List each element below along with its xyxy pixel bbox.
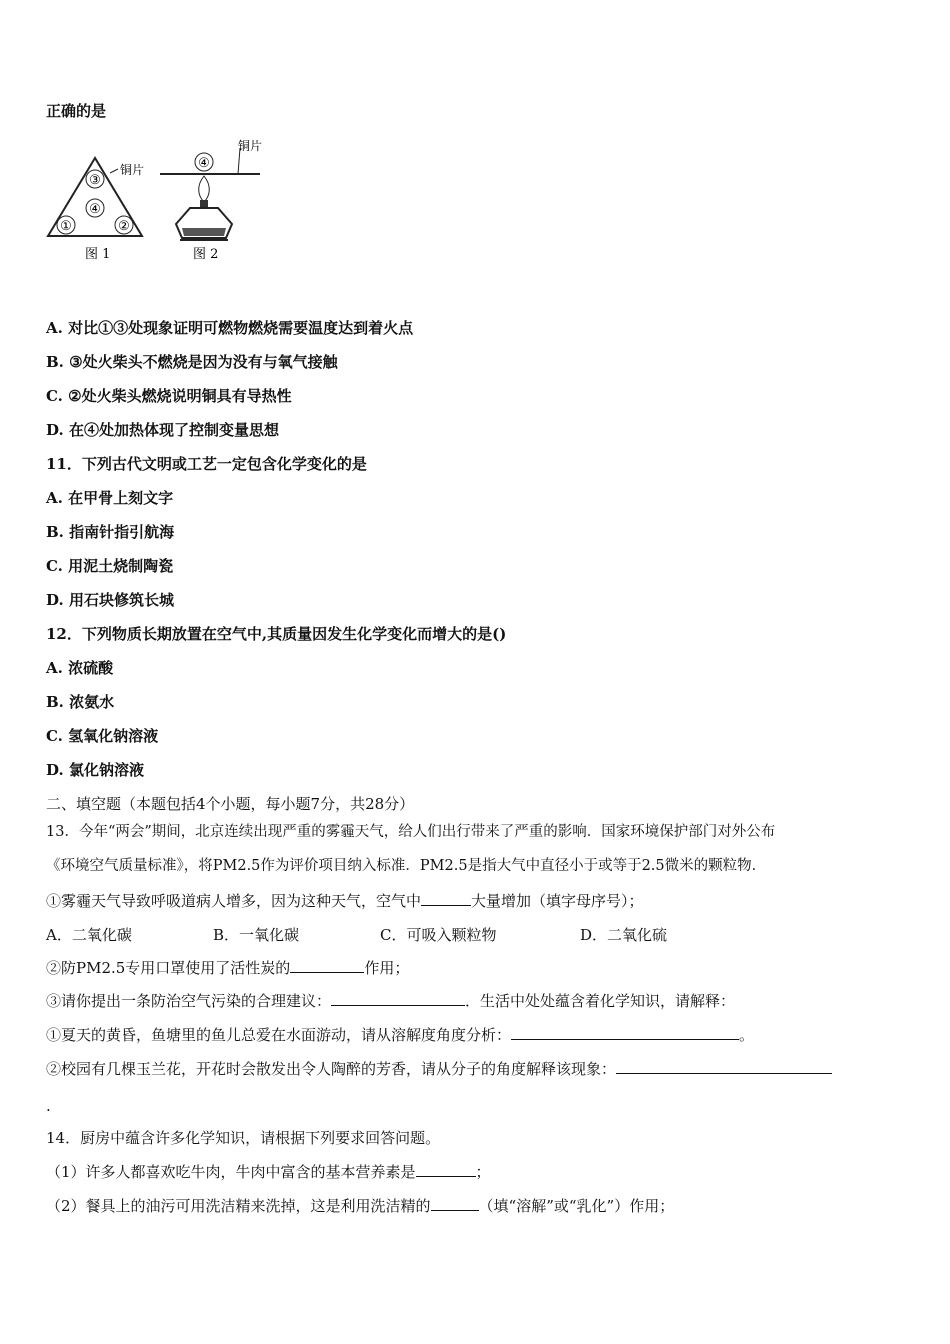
q11-option-b: B. 指南针指引航海 xyxy=(46,523,175,541)
fig1-copper-label: 铜片 xyxy=(120,163,145,177)
fig1-mark-4: ④ xyxy=(89,202,101,217)
fig1-mark-3: ③ xyxy=(89,173,101,188)
fig1-mark-2: ② xyxy=(118,219,130,234)
q10-option-a: A. 对比①③处现象证明可燃物燃烧需要温度达到着火点 xyxy=(46,319,414,337)
q13-stem-line2: 《环境空气质量标准》，将PM2.5作为评价项目纳入标准．PM2.5是指大气中直径小于或等于2.5微米的颗粒物． xyxy=(46,858,767,874)
q13-choice-d: D．二氧化硫 xyxy=(580,926,668,944)
intro-text: 正确的是 xyxy=(46,102,107,120)
fig2-mark-4: ④ xyxy=(198,156,210,171)
q12-option-c: C. 氢氧化钠溶液 xyxy=(46,727,159,745)
q13-sub1-blank[interactable] xyxy=(421,891,471,906)
experiment-figure xyxy=(40,136,280,266)
q11-option-a: A. 在甲骨上刻文字 xyxy=(46,489,174,507)
q13-sub4: ①夏天的黄昏，鱼塘里的鱼儿总爱在水面游动，请从溶解度角度分析： 。 xyxy=(46,1026,755,1044)
q12-stem: 12．下列物质长期放置在空气中,其质量因发生化学变化而增大的是() xyxy=(46,625,507,643)
q10-option-d: D. 在④处加热体现了控制变量思想 xyxy=(46,421,279,439)
q11-stem: 11．下列古代文明或工艺一定包含化学变化的是 xyxy=(46,455,367,473)
q13-stem-line1: 13．今年“两会”期间，北京连续出现严重的雾霾天气，给人们出行带来了严重的影响．国家环境保护部门对外公布 xyxy=(46,824,776,840)
q13-choice-b: B．一氧化碳 xyxy=(213,926,300,944)
q10-option-b: B. ③处火柴头不燃烧是因为没有与氧气接触 xyxy=(46,353,338,371)
q12-option-a: A. 浓硫酸 xyxy=(46,659,114,677)
fig1-caption: 图 1 xyxy=(85,247,111,262)
q13-choice-a: A．二氧化碳 xyxy=(46,926,132,944)
fig2-caption: 图 2 xyxy=(193,247,219,262)
q13-sub2-blank[interactable] xyxy=(290,958,364,973)
q14-sub1-blank[interactable] xyxy=(416,1162,476,1177)
q12-option-d: D. 氯化钠溶液 xyxy=(46,761,144,779)
q13-sub5-end: . xyxy=(46,1097,51,1115)
fig2-flame xyxy=(199,176,210,202)
q13-choice-c: C．可吸入颗粒物 xyxy=(380,926,497,944)
q12-option-b: B. 浓氨水 xyxy=(46,693,115,711)
q13-sub2: ②防PM2.5专用口罩使用了活性炭的 作用； xyxy=(46,959,410,977)
q13-sub4-blank[interactable] xyxy=(511,1025,739,1040)
q13-sub1: ①雾霾天气导致呼吸道病人增多，因为这种天气，空气中 大量增加（填字母序号）； xyxy=(46,892,644,910)
q10-option-c: C. ②处火柴头燃烧说明铜具有导热性 xyxy=(46,387,292,405)
fig2-copper-label: 铜片 xyxy=(238,139,263,153)
q11-option-c: C. 用泥土烧制陶瓷 xyxy=(46,557,174,575)
fig1-mark-1: ① xyxy=(60,219,72,234)
q14-sub2: （2）餐具上的油污可用洗洁精来洗掉，这是利用洗洁精的 （填“溶解”或“乳化”）作用； xyxy=(46,1197,675,1215)
q13-sub5: ②校园有几棵玉兰花，开花时会散发出令人陶醉的芳香，请从分子的角度解释该现象： xyxy=(46,1059,832,1079)
q13-sub3-blank[interactable] xyxy=(331,991,465,1006)
q11-option-d: D. 用石块修筑长城 xyxy=(46,591,174,609)
q14-stem: 14．厨房中蕴含许多化学知识，请根据下列要求回答问题。 xyxy=(46,1129,441,1147)
q13-sub3: ③请你提出一条防治空气污染的合理建议： ．生活中处处蕴含着化学知识，请解释： xyxy=(46,992,736,1010)
section-heading: 二、填空题（本题包括4个小题，每小题7分，共28分） xyxy=(46,795,415,813)
q14-sub2-blank[interactable] xyxy=(431,1196,479,1211)
q13-sub5-blank[interactable] xyxy=(616,1059,832,1074)
q14-sub1: （1）许多人都喜欢吃牛肉，牛肉中富含的基本营养素是 ； xyxy=(46,1163,491,1181)
